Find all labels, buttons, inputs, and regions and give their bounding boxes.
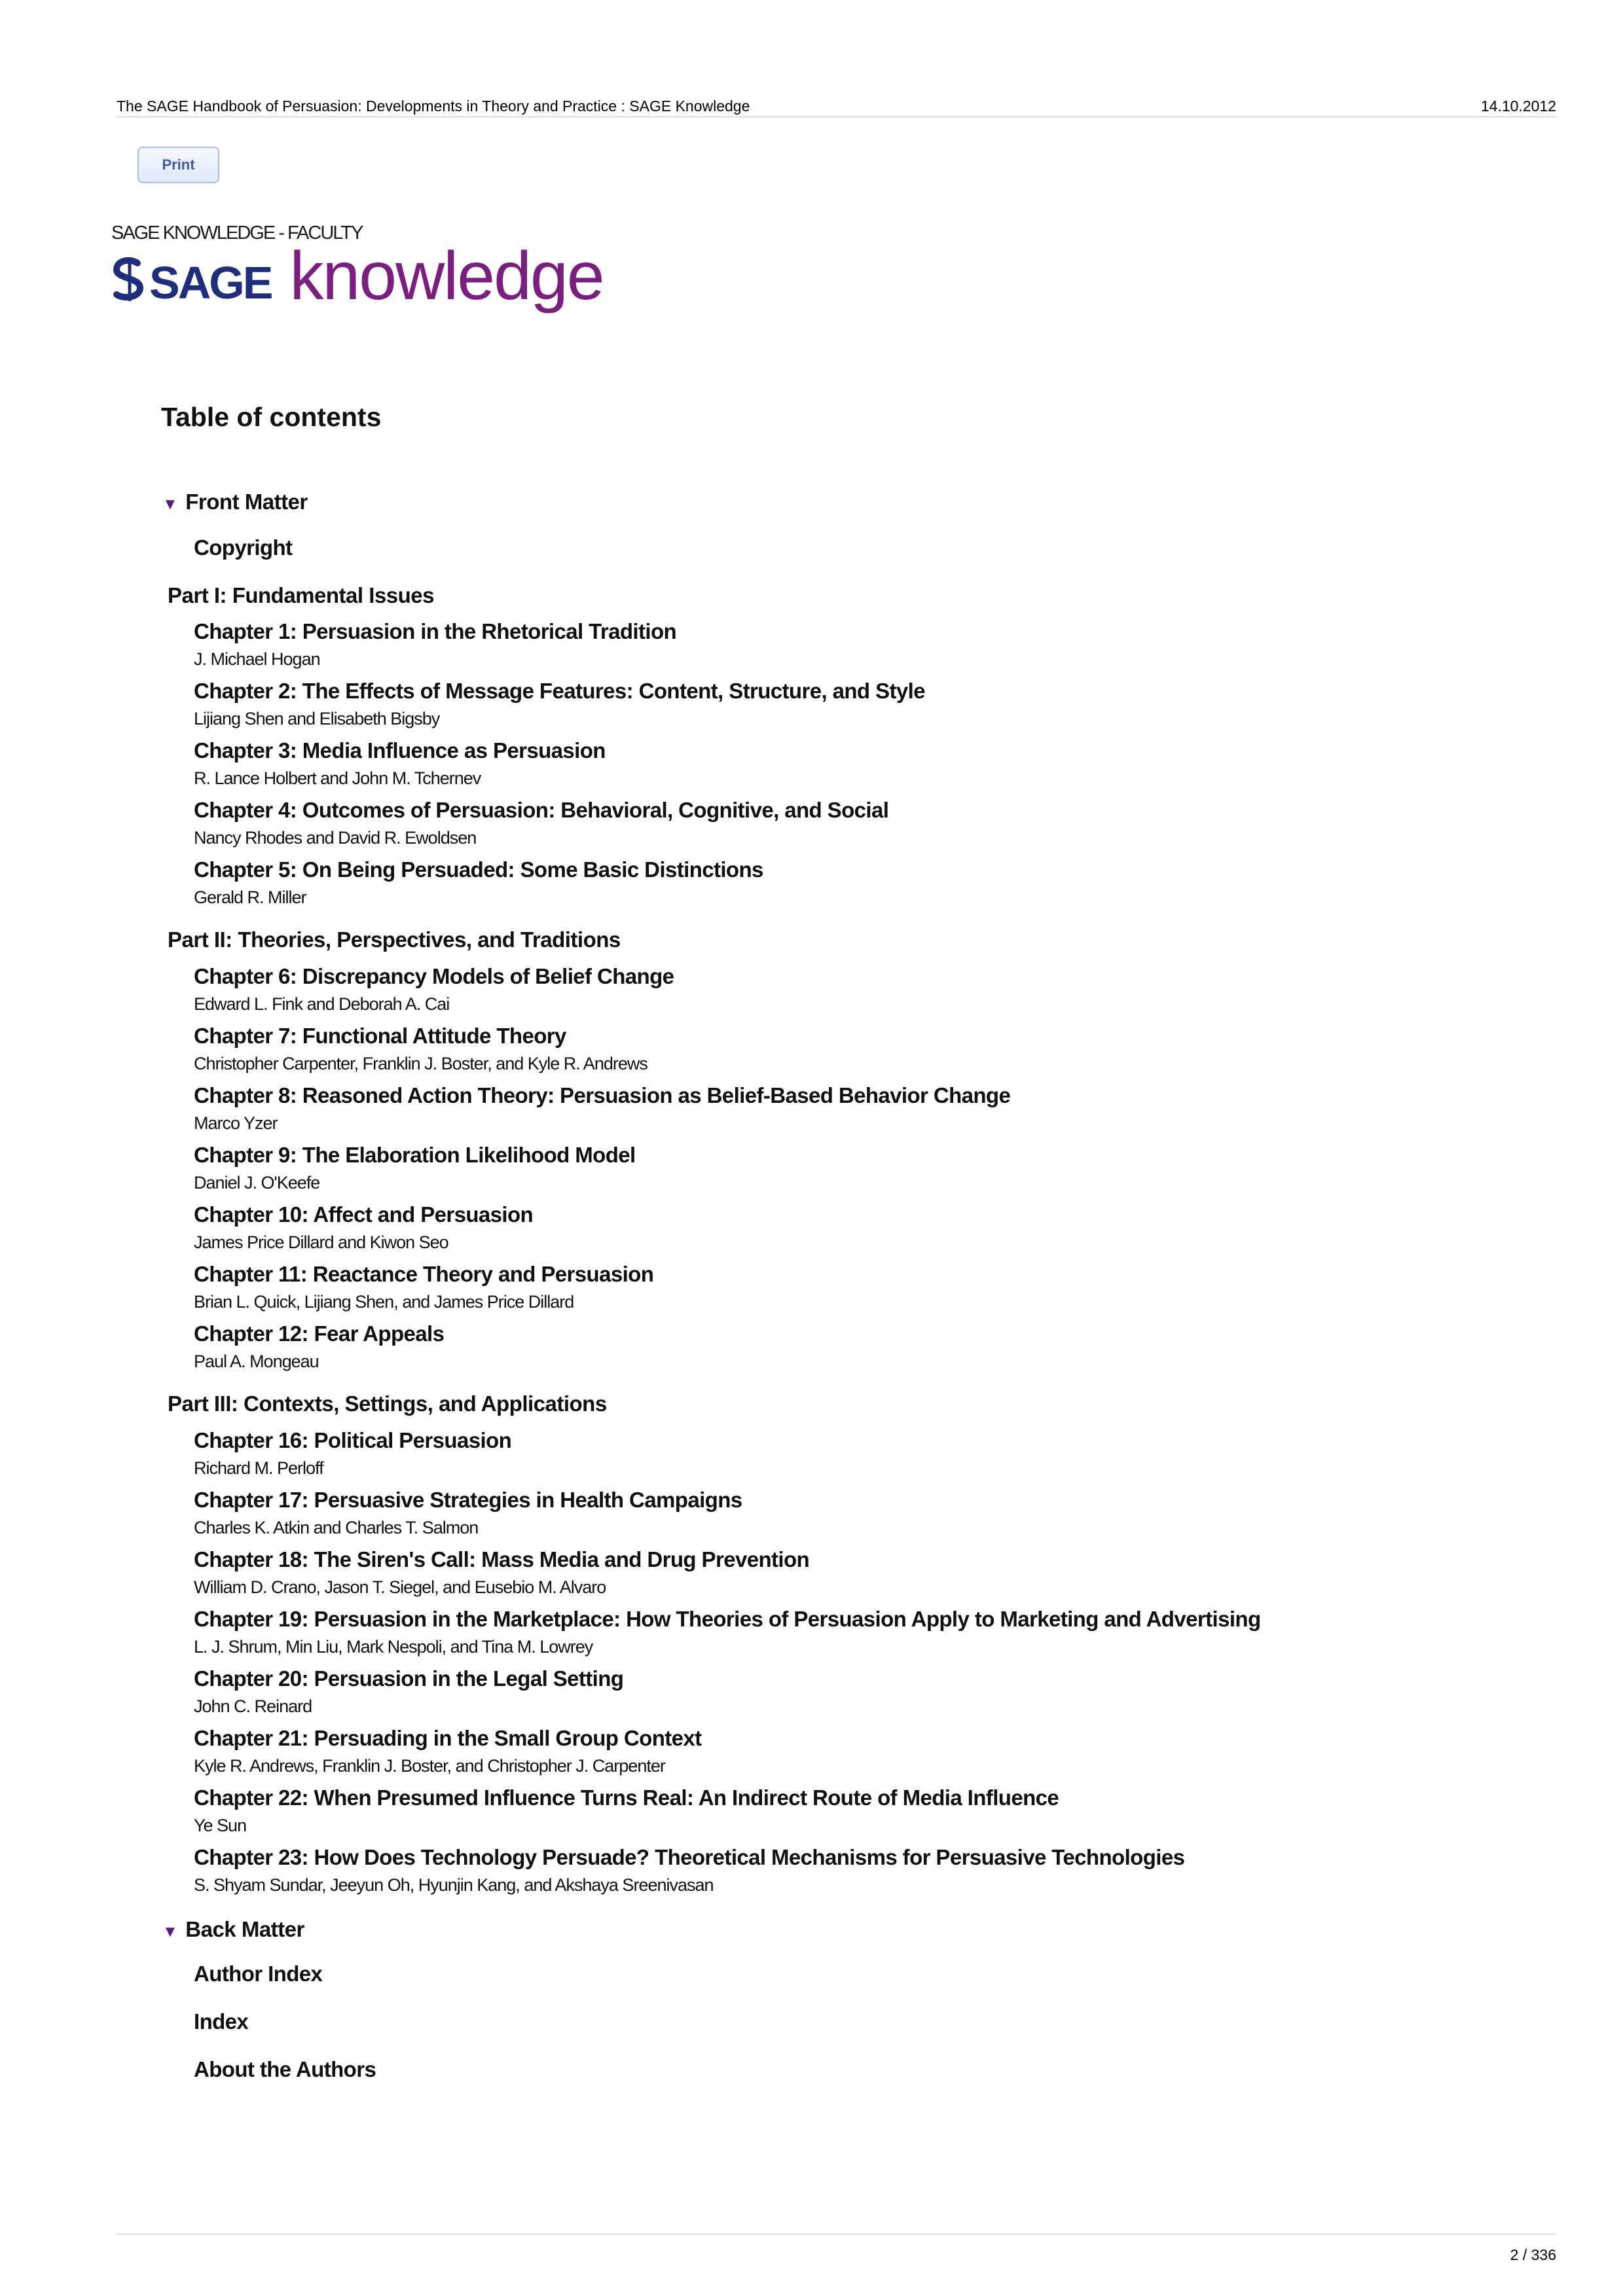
chapter-authors: Lijiang Shen and Elisabeth Bigsby [194,709,440,728]
chapter-link[interactable]: Chapter 23: How Does Technology Persuade? Theoretical Mechanisms for Persuasive Technologies [194,1845,1185,1869]
front-matter-toggle[interactable] [162,490,308,514]
chapter-authors: Charles K. Atkin and Charles T. Salmon [194,1518,479,1537]
chapter-authors: Nancy Rhodes and David R. Ewoldsen [194,828,477,848]
chapter-authors: Ye Sun [194,1816,247,1835]
chapter-link[interactable]: Chapter 18: The Siren's Call: Mass Media and Drug Prevention [194,1547,810,1571]
chapter-link[interactable]: Chapter 20: Persuasion in the Legal Setting [194,1666,624,1691]
chapter-authors: Marco Yzer [194,1113,278,1133]
toc-item-copyright[interactable]: Copyright [194,535,293,560]
part-heading: Part III: Contexts, Settings, and Applications [168,1391,607,1416]
chapter-link[interactable]: Chapter 2: The Effects of Message Features: Content, Structure, and Style [194,679,925,703]
toc-item-about-the-authors[interactable]: About the Authors [194,2057,376,2081]
chapter-authors: R. Lance Holbert and John M. Tchernev [194,768,481,788]
logo-knowledge-text: knowledge [289,238,604,314]
chapter-authors: Edward L. Fink and Deborah A. Cai [194,994,450,1014]
chapter-authors: Brian L. Quick, Lijiang Shen, and James Price Dillard [194,1292,574,1312]
sage-knowledge-logo [111,238,604,314]
chapter-link[interactable]: Chapter 19: Persuasion in the Marketplace: How Theories of Persuasion Apply to Marketing and Advertising [194,1607,1261,1631]
chapter-authors: Paul A. Mongeau [194,1352,319,1371]
part-heading: Part II: Theories, Perspectives, and Traditions [168,927,621,952]
toc-item-index[interactable]: Index [194,2009,249,2034]
chapter-link[interactable]: Chapter 5: On Being Persuaded: Some Basic Distinctions [194,857,763,882]
chapter-link[interactable]: Chapter 1: Persuasion in the Rhetorical Tradition [194,619,677,643]
chapter-authors: Richard M. Perloff [194,1458,323,1478]
section-label: Back Matter [185,1917,304,1941]
chapter-authors: Daniel J. O'Keefe [194,1173,320,1193]
chapter-link[interactable]: Chapter 17: Persuasive Strategies in Health Campaigns [194,1488,742,1512]
chapter-link[interactable]: Chapter 4: Outcomes of Persuasion: Behavioral, Cognitive, and Social [194,798,889,822]
chapter-authors: James Price Dillard and Kiwon Seo [194,1232,448,1252]
chapter-link[interactable]: Chapter 22: When Presumed Influence Turns Real: An Indirect Route of Media Influence [194,1785,1059,1810]
chapter-authors: William D. Crano, Jason T. Siegel, and Eusebio M. Alvaro [194,1577,606,1597]
chapter-link[interactable]: Chapter 8: Reasoned Action Theory: Persuasion as Belief-Based Behavior Change [194,1083,1011,1107]
print-button[interactable]: Print [137,147,219,183]
page-header [117,94,1556,118]
logo-sage-text: SAGE [149,257,272,308]
header-title: The SAGE Handbook of Persuasion: Developments in Theory and Practice : SAGE Knowledge [117,98,750,115]
triangle-down-icon: ▼ [162,495,178,513]
section-label: Front Matter [185,490,308,514]
toc-title: Table of contents [161,402,382,432]
footer-rule [117,2233,1556,2235]
chapter-link[interactable]: Chapter 12: Fear Appeals [194,1321,445,1346]
chapter-link[interactable]: Chapter 11: Reactance Theory and Persuasion [194,1262,654,1286]
sage-s-icon [111,257,148,302]
toc-item-author-index[interactable]: Author Index [194,1962,323,1986]
chapter-authors: J. Michael Hogan [194,649,320,669]
page-number: 2 / 336 [1510,2246,1556,2263]
back-matter-toggle[interactable] [162,1917,304,1942]
chapter-link[interactable]: Chapter 3: Media Influence as Persuasion [194,738,606,762]
chapter-authors: L. J. Shrum, Min Liu, Mark Nespoli, and Tina M. Lowrey [194,1637,593,1657]
triangle-down-icon: ▼ [162,1923,178,1941]
chapter-link[interactable]: Chapter 7: Functional Attitude Theory [194,1024,566,1048]
chapter-authors: John C. Reinard [194,1696,312,1716]
chapter-link[interactable]: Chapter 21: Persuading in the Small Group Context [194,1726,702,1750]
chapter-authors: Kyle R. Andrews, Franklin J. Boster, and Christopher J. Carpenter [194,1756,665,1776]
chapter-link[interactable]: Chapter 9: The Elaboration Likelihood Model [194,1143,636,1167]
brand-label: SAGE KNOWLEDGE - FACULTY [111,223,363,243]
part-heading: Part I: Fundamental Issues [168,583,434,607]
chapter-link[interactable]: Chapter 6: Discrepancy Models of Belief Change [194,964,674,988]
chapter-link[interactable]: Chapter 16: Political Persuasion [194,1428,512,1452]
chapter-authors: S. Shyam Sundar, Jeeyun Oh, Hyunjin Kang, and Akshaya Sreenivasan [194,1875,714,1895]
chapter-authors: Gerald R. Miller [194,888,306,907]
chapter-authors: Christopher Carpenter, Franklin J. Boster, and Kyle R. Andrews [194,1054,647,1073]
header-date: 14.10.2012 [1480,98,1556,115]
chapter-link[interactable]: Chapter 10: Affect and Persuasion [194,1202,534,1227]
